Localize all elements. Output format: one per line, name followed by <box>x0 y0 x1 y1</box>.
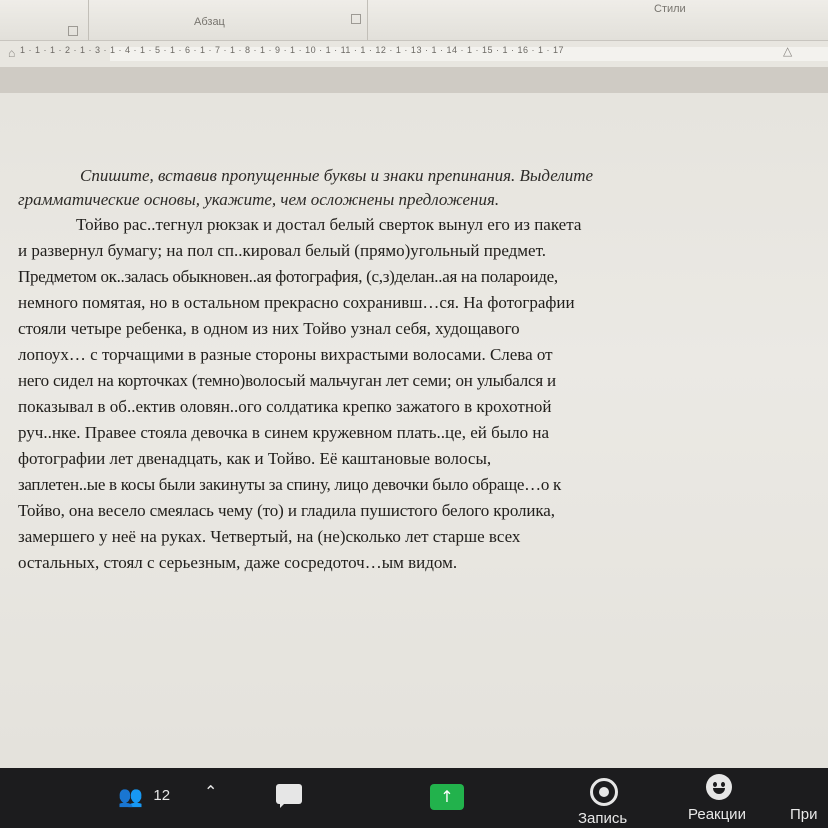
paragraph-group-label: Абзац <box>194 16 225 28</box>
participants-count: 12 <box>153 787 171 804</box>
chevron-up-icon[interactable]: ⌃ <box>204 782 218 801</box>
right-indent-marker-icon[interactable]: △ <box>783 44 793 58</box>
ribbon-group-styles <box>368 0 828 40</box>
ribbon-group-paragraph <box>89 0 368 40</box>
ribbon <box>0 0 828 40</box>
text-line-2: и развернул бумагу; на пол сп..кировал белый (прямо)угольный предмет. <box>18 241 547 260</box>
text-line-5: стояли четыре ребенка, в одном из них Тойво узнал себя, худощавого <box>18 319 520 338</box>
record-icon[interactable] <box>590 778 618 806</box>
text-line-9: руч..нке. Правее стояла девочка в синем кружевном плать..це, ей было на <box>18 423 550 442</box>
page-gap <box>0 67 828 93</box>
participants-button[interactable] <box>118 784 171 808</box>
document-page[interactable] <box>0 93 828 768</box>
font-dialog-launcher-icon[interactable] <box>68 26 78 36</box>
text-line-13: замершего у неё на руках. Четвертый, на (не)сколько лет старше всех <box>18 527 521 546</box>
styles-group-label: Стили <box>654 3 686 15</box>
text-line-4: немного помятая, но в остальном прекрасно сохранивш…ся. На фотографии <box>18 293 575 312</box>
indent-marker-icon[interactable]: ⌂ <box>8 46 16 60</box>
text-line-1: Тойво рас..тегнул рюкзак и достал белый сверток вынул его из пакета <box>76 215 582 234</box>
text-line-3: Предметом ок..залась обыкновен..ая фотография, (с,з)делан..ая на полароиде, <box>18 267 558 286</box>
text-line-8: показывал в об..ектив оловян..ого солдатика крепко зажатого в крохотной <box>18 397 552 416</box>
text-line-14: остальных, стоял с серьезным, даже сосредоточ…ым видом. <box>18 553 458 572</box>
apps-button-label[interactable]: При <box>790 806 818 823</box>
ruler-numbers: 1 · 1 · 1 · 2 · 1 · 3 · 1 · 4 · 1 · 5 · 1 · 6 · 1 · 7 · 1 · 8 · 1 · 9 · 1 · 10 · 1 · 11 · 1 · 12 · 1 · 13 · 1 · 14 · 1 · 15 · 1 · 16 · 1 · 17 <box>20 45 564 55</box>
chat-icon[interactable] <box>276 784 302 804</box>
meeting-toolbar <box>0 768 828 828</box>
text-line-11: заплетен..ые в косы были закинуты за спину, лицо девочки было обраще…о к <box>18 475 561 494</box>
reactions-icon[interactable] <box>706 774 732 800</box>
paragraph-dialog-launcher-icon[interactable] <box>351 14 361 24</box>
share-screen-icon[interactable]: ↑ <box>430 784 464 810</box>
task-line-2: грамматические основы, укажите, чем осложнены предложения. <box>18 190 500 209</box>
text-line-7: него сидел на корточках (темно)волосый мальчуган лет семи; он улыбался и <box>18 371 556 390</box>
participants-icon: 👥 <box>118 784 143 808</box>
reactions-button-label[interactable]: Реакции <box>688 806 746 823</box>
ribbon-group-font <box>0 0 89 40</box>
horizontal-ruler[interactable] <box>0 40 828 68</box>
task-line-1: Спишите, вставив пропущенные буквы и знаки препинания. Выделите <box>80 166 594 185</box>
text-line-12: Тойво, она весело смеялась чему (то) и гладила пушистого белого кролика, <box>18 501 555 520</box>
record-button-label[interactable]: Запись <box>578 810 628 827</box>
text-line-6: лопоух… с торчащими в разные стороны вихрастыми волосами. Слева от <box>18 345 553 364</box>
text-line-10: фотографии лет двенадцать, как и Тойво. Её каштановые волосы, <box>18 449 492 468</box>
